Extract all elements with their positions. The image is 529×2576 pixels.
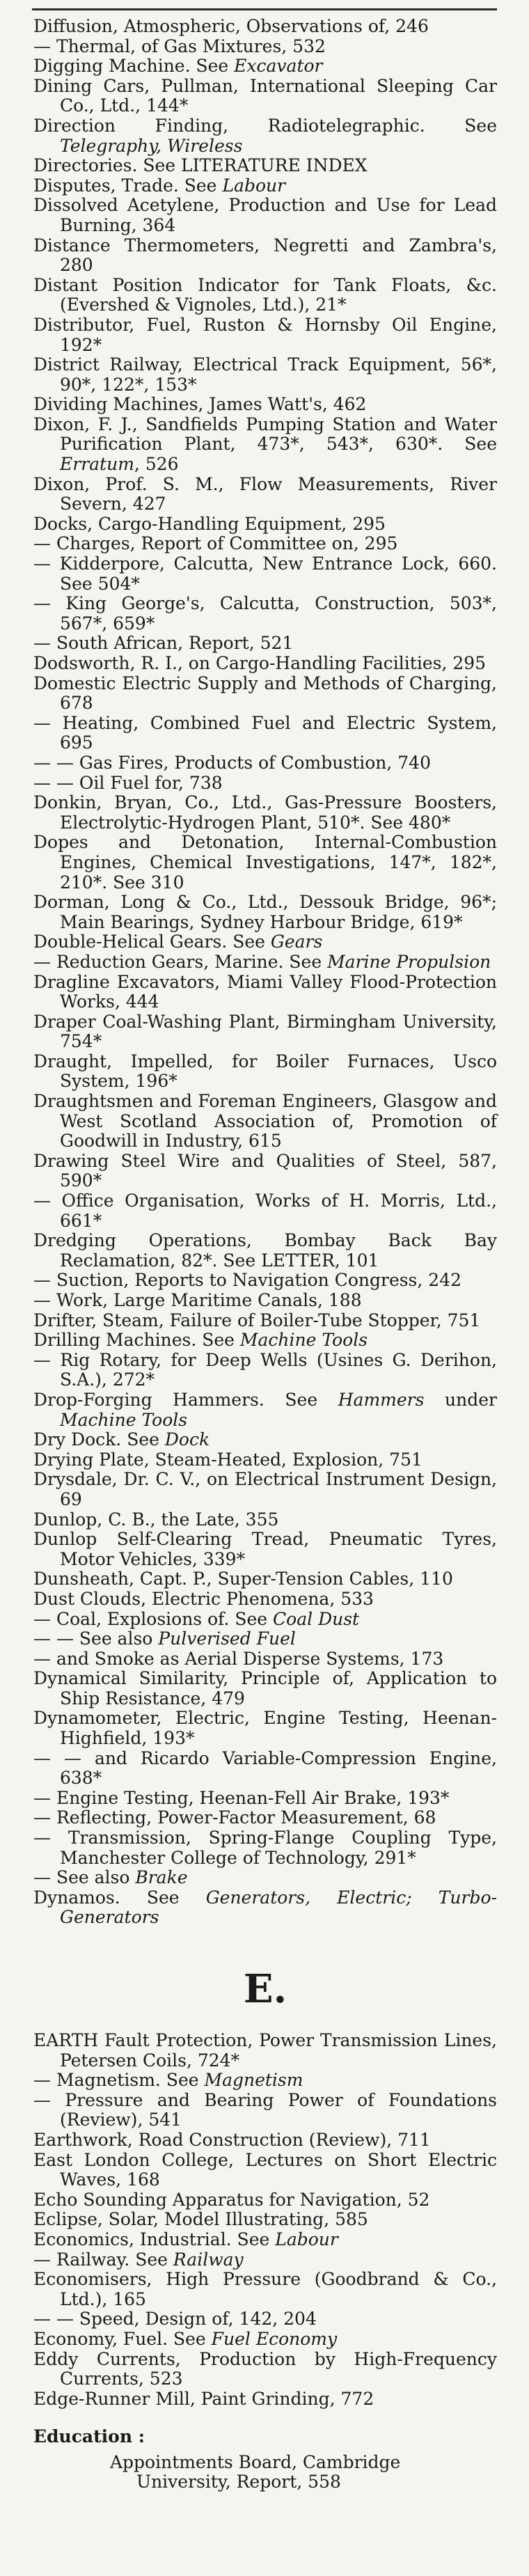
entry-text: — South African, Report, 521 — [33, 633, 294, 654]
index-entry — [33, 176, 497, 196]
entry-cross-reference: Excavator — [234, 56, 323, 77]
entry-text: Economics, Industrial. See — [33, 2229, 276, 2249]
entry-text: Earthwork, Road Construction (Review), 711 — [33, 2129, 431, 2150]
entry-text: Eddy Currents, Production by High-Frequency Currents, 523 — [33, 2348, 497, 2389]
top-rule — [32, 8, 497, 10]
index-entry — [33, 654, 497, 674]
index-entry — [33, 1589, 497, 1610]
index-entry — [33, 1450, 497, 1470]
index-entry — [33, 2031, 497, 2071]
entry-text: Dixon, F. J., Sandfields Pumping Station and Water Purification Plant, 473*, 543*, 630*. See — [33, 414, 497, 455]
entry-text: Distant Position Indicator for Tank Floats, &c. (Evershed & Vignoles, Ltd.), 21* — [33, 274, 497, 315]
index-entry — [33, 1052, 497, 1092]
entry-text: — Pressure and Bearing Power of Foundations (Review), 541 — [33, 2089, 497, 2130]
index-entry — [33, 2330, 497, 2350]
index-entry — [33, 116, 497, 156]
entry-text: Dunlop, C. B., the Late, 355 — [33, 1509, 279, 1530]
entry-cross-reference: Dock — [164, 1429, 210, 1450]
entry-text: Digging Machine. See — [33, 56, 235, 77]
index-entry — [33, 1808, 497, 1828]
index-entry — [33, 1789, 497, 1809]
index-entry — [33, 2151, 497, 2190]
index-entry — [33, 1649, 497, 1670]
entry-text: Disputes, Trade. See — [33, 175, 223, 196]
entry-cross-reference: Machine Tools — [239, 1330, 368, 1351]
entry-text: Dorman, Long & Co., Ltd., Dessouk Bridge, 96*; Main Bearings, Sydney Harbour Bridge, 619* — [33, 892, 497, 932]
entry-text: — Suction, Reports to Navigation Congress, 242 — [33, 1270, 462, 1291]
entry-text: Draught, Impelled, for Boiler Furnaces, Usco System, 196* — [33, 1051, 497, 1092]
entry-text: Domestic Electric Supply and Methods of Charging, 678 — [33, 673, 497, 714]
entry-text: Dragline Excavators, Miami Valley Flood-Protection Works, 444 — [33, 971, 497, 1012]
entry-text: Diffusion, Atmospheric, Observations of, 246 — [33, 16, 429, 36]
entry-text: — Rig Rotary, for Deep Wells (Usines G. Derihon, S.A.), 272* — [33, 1349, 497, 1390]
education-heading: Education : — [33, 2426, 145, 2447]
index-entry — [33, 1311, 497, 1331]
entry-text: Draper Coal-Washing Plant, Birmingham University, 754* — [33, 1011, 497, 1052]
index-entry — [33, 2130, 497, 2151]
entry-text: — Engine Testing, Heenan-Fell Air Brake, 193* — [33, 1787, 450, 1808]
entry-text: Directories. See LITERATURE INDEX — [33, 155, 368, 176]
entry-text: Dredging Operations, Bombay Back Bay Reclamation, 82*. See LETTER, 101 — [33, 1230, 497, 1271]
entry-text: Dissolved Acetylene, Production and Use for Lead Burning, 364 — [33, 195, 497, 235]
index-entry — [33, 2210, 497, 2230]
entry-cross-reference: Labour — [222, 175, 286, 196]
index-entry — [33, 2389, 497, 2410]
entry-cross-reference: Marine Propulsion — [327, 951, 491, 972]
entry-text: — Railway. See — [33, 2249, 173, 2270]
entry-text: Dopes and Detonation, Internal-Combustion Engines, Chemical Investigations, 147*, 182*, 210*. See 310 — [33, 832, 497, 893]
entry-text: — — Gas Fires, Products of Combustion, 740 — [33, 752, 431, 773]
entry-text: — See also — [33, 1867, 136, 1888]
index-entry — [33, 773, 497, 794]
index-entry — [33, 2250, 497, 2270]
entry-text: Appointments Board, Cambridge University, Report, 558 — [110, 2451, 401, 2492]
index-entry — [33, 973, 497, 1012]
entry-text: — — and Ricardo Variable-Compression Engine, 638* — [33, 1748, 497, 1789]
entry-text: — — Oil Fuel for, 738 — [33, 772, 223, 793]
entry-text: Drawing Steel Wire and Qualities of Steel, 587, 590* — [33, 1150, 497, 1191]
entry-text: — — Speed, Design of, 142, 204 — [33, 2309, 317, 2330]
entry-text: Dodsworth, R. I., on Cargo-Handling Facilities, 295 — [33, 653, 487, 673]
entries-d-list — [33, 17, 497, 1928]
index-entry — [33, 2309, 497, 2330]
entry-text: Drop-Forging Hammers. See — [33, 1389, 338, 1410]
entry-text: — Transmission, Spring-Flange Coupling Type, Manchester College of Technology, 291* — [33, 1828, 497, 1868]
index-entry — [33, 1510, 497, 1530]
entry-text: Draughtsmen and Foreman Engineers, Glasgow and West Scotland Association of, Promotion of Goodwill in Industry, 615 — [33, 1091, 497, 1152]
entry-text: — — See also — [33, 1628, 159, 1649]
index-entry — [33, 395, 497, 415]
entry-cross-reference: Erratum — [60, 454, 134, 475]
index-entry — [33, 1092, 497, 1152]
index-entry — [33, 714, 497, 753]
index-entry — [33, 1749, 497, 1789]
entries-e-list — [33, 2031, 497, 2409]
entry-text: Dixon, Prof. S. M., Flow Measurements, River Severn, 427 — [33, 473, 497, 515]
entry-cross-reference: Brake — [135, 1867, 188, 1888]
index-entry — [33, 1191, 497, 1231]
entry-text: Edge-Runner Mill, Paint Grinding, 772 — [33, 2388, 374, 2409]
index-entry — [33, 77, 497, 116]
index-column — [33, 17, 497, 2492]
entry-text: Eclipse, Solar, Model Illustrating, 585 — [33, 2209, 368, 2230]
entry-text: Dust Clouds, Electric Phenomena, 533 — [33, 1588, 374, 1609]
entry-text: Dunlop Self-Clearing Tread, Pneumatic Tyres, Motor Vehicles, 339* — [33, 1529, 497, 1569]
index-entry — [33, 56, 497, 77]
entry-text-after: , 526 — [134, 454, 179, 475]
index-entry — [33, 1709, 497, 1748]
entry-text: East London College, Lectures on Short Electric Waves, 168 — [33, 2149, 497, 2190]
index-entry — [33, 156, 497, 176]
index-entry — [33, 1271, 497, 1291]
entry-text: Economy, Fuel. See — [33, 2328, 212, 2349]
entry-text: — Reflecting, Power-Factor Measurement, 68 — [33, 1807, 436, 1828]
entry-text: Dynamometer, Electric, Engine Testing, Heenan-Highfield, 193* — [33, 1708, 497, 1749]
entry-cross-reference: Telegraphy, Wireless — [60, 135, 243, 156]
entry-text: — King George's, Calcutta, Construction, 503*, 567*, 659* — [33, 593, 497, 634]
entry-text: Dunsheath, Capt. P., Super-Tension Cables, 110 — [33, 1569, 453, 1589]
entry-text: Double-Helical Gears. See — [33, 932, 271, 952]
entry-cross-reference: Generators, Electric; Turbo-Generators — [60, 1887, 497, 1928]
index-entry — [33, 1291, 497, 1311]
entry-text: — Magnetism. See — [33, 2070, 205, 2091]
entry-cross-reference: Pulverised Fuel — [158, 1628, 296, 1649]
education-list — [33, 2453, 497, 2492]
entry-text: Dry Dock. See — [33, 1429, 165, 1450]
entry-text-after: under — [424, 1389, 498, 1410]
entry-text: Echo Sounding Apparatus for Navigation, 52 — [33, 2189, 430, 2210]
index-entry — [33, 554, 497, 594]
index-entry — [33, 893, 497, 932]
index-entry — [33, 17, 497, 37]
index-entry — [33, 2091, 497, 2130]
index-entry — [33, 1888, 497, 1928]
index-entry — [33, 1012, 497, 1052]
index-entry — [33, 276, 497, 315]
index-entry — [33, 1351, 497, 1390]
index-entry — [33, 674, 497, 714]
entry-cross-reference: Fuel Economy — [211, 2328, 338, 2349]
entry-cross-reference: Railway — [173, 2249, 244, 2270]
entry-text: Drying Plate, Steam-Heated, Explosion, 751 — [33, 1449, 423, 1470]
index-entry — [33, 475, 497, 515]
entry-text: Dynamos. See — [33, 1887, 206, 1908]
index-entry — [33, 753, 497, 773]
entry-text: Docks, Cargo-Handling Equipment, 295 — [33, 513, 386, 534]
entry-cross-reference: Labour — [275, 2229, 338, 2249]
index-entry — [33, 932, 497, 952]
index-entry — [33, 415, 497, 475]
entry-text: EARTH Fault Protection, Power Transmission Lines, Petersen Coils, 724* — [33, 2030, 497, 2071]
index-entry — [33, 1868, 497, 1888]
entry-text: — Thermal, of Gas Mixtures, 532 — [33, 36, 326, 56]
entry-text: Distance Thermometers, Negretti and Zambra's, 280 — [33, 235, 497, 276]
index-entry — [33, 1610, 497, 1630]
entry-text: — Heating, Combined Fuel and Electric System, 695 — [33, 712, 497, 753]
entry-text: Drilling Machines. See — [33, 1330, 240, 1351]
entry-text: Donkin, Bryan, Co., Ltd., Gas-Pressure Boosters, Electrolytic-Hydrogen Plant, 510*. See 480* — [33, 792, 497, 833]
entry-text: — Reduction Gears, Marine. See — [33, 951, 328, 972]
entry-cross-reference: Hammers — [338, 1389, 425, 1410]
entry-text: Drifter, Steam, Failure of Boiler-Tube Stopper, 751 — [33, 1310, 481, 1330]
entry-cross-reference: Machine Tools — [60, 1409, 188, 1430]
index-entry — [33, 315, 497, 355]
entry-text: — Coal, Explosions of. See — [33, 1608, 274, 1629]
entry-text: Drysdale, Dr. C. V., on Electrical Instrument Design, 69 — [33, 1469, 497, 1509]
index-entry — [33, 2350, 497, 2389]
index-entry — [33, 534, 497, 554]
entry-text: Dynamical Similarity, Principle of, Application to Ship Resistance, 479 — [33, 1668, 497, 1709]
index-entry — [33, 2071, 497, 2091]
index-entry — [33, 1530, 497, 1569]
index-entry — [33, 355, 497, 395]
entry-text: Dining Cars, Pullman, International Sleeping Car Co., Ltd., 144* — [33, 75, 497, 116]
index-entry — [33, 833, 497, 893]
entry-cross-reference: Magnetism — [204, 2070, 303, 2091]
entry-text: Direction Finding, Radiotelegraphic. See — [33, 115, 497, 136]
index-entry — [33, 594, 497, 634]
index-entry — [33, 1629, 497, 1649]
index-entry — [33, 236, 497, 276]
index-entry — [33, 2230, 497, 2250]
index-entry — [33, 1152, 497, 1191]
index-entry — [33, 1430, 497, 1450]
index-entry — [33, 1569, 497, 1589]
index-entry — [33, 2190, 497, 2210]
entry-text: — Office Organisation, Works of H. Morris, Ltd., 661* — [33, 1191, 497, 1231]
entry-text: — Work, Large Maritime Canals, 188 — [33, 1290, 362, 1310]
index-entry — [33, 952, 497, 973]
index-entry — [33, 1330, 497, 1351]
index-entry — [33, 634, 497, 654]
index-entry — [33, 196, 497, 235]
entry-cross-reference: Coal Dust — [273, 1608, 360, 1629]
index-entry — [33, 1390, 497, 1430]
index-entry — [33, 37, 497, 57]
entry-text: Economisers, High Pressure (Goodbrand & Co., Ltd.), 165 — [33, 2269, 497, 2309]
index-entry — [33, 2270, 497, 2309]
index-entry — [33, 1231, 497, 1271]
entry-text: — Charges, Report of Committee on, 295 — [33, 533, 398, 554]
entry-text: — and Smoke as Aerial Disperse Systems, 173 — [33, 1648, 444, 1669]
index-entry — [33, 1669, 497, 1709]
entry-text: District Railway, Electrical Track Equipment, 56*, 90*, 122*, 153* — [33, 354, 497, 395]
index-entry — [60, 2453, 497, 2492]
index-entry — [33, 793, 497, 833]
entry-cross-reference: Gears — [270, 932, 323, 952]
entry-text: — Kidderpore, Calcutta, New Entrance Lock, 660. See 504* — [33, 553, 497, 594]
entry-text: Dividing Machines, James Watt's, 462 — [33, 394, 367, 415]
entry-text: Distributor, Fuel, Ruston & Hornsby Oil Engine, 192* — [33, 314, 497, 355]
index-entry — [33, 1828, 497, 1868]
section-letter-e: E. — [243, 1966, 287, 2012]
index-entry — [33, 1470, 497, 1509]
index-entry — [33, 515, 497, 535]
